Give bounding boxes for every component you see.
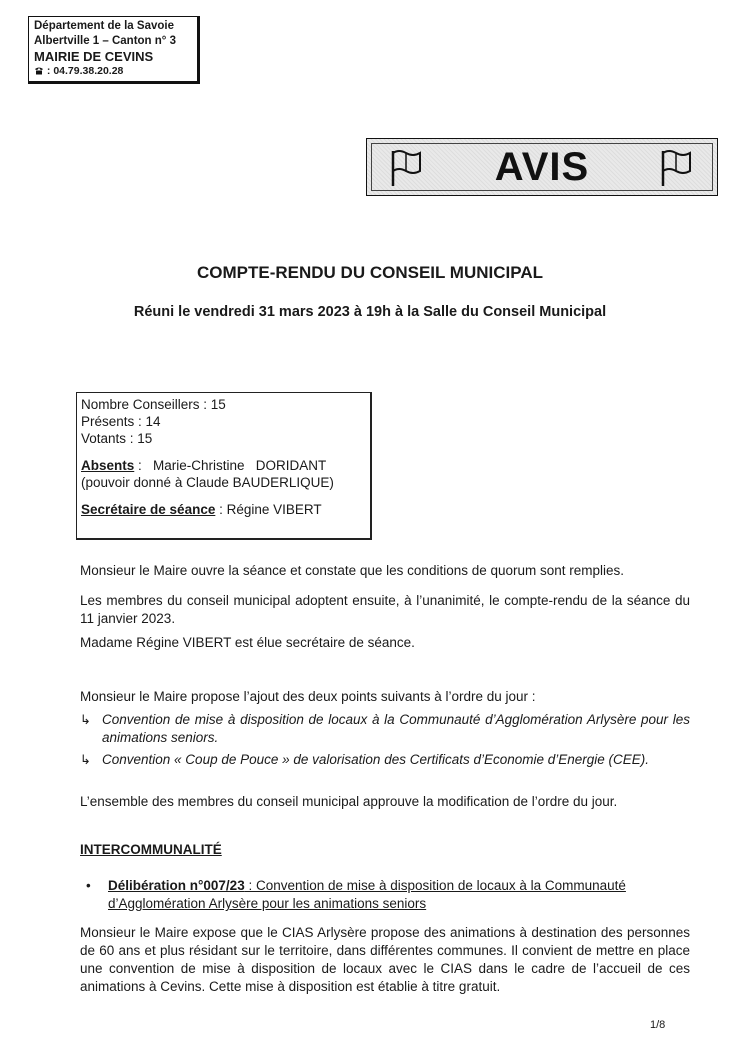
votants-count: Votants : 15 [81, 431, 153, 446]
avis-banner [366, 138, 718, 196]
attendance-box [76, 392, 372, 540]
agenda-item [80, 751, 690, 787]
absents-line [81, 457, 366, 474]
paragraph-secretaire: Madame Régine VIBERT est élue secrétaire de séance. [80, 635, 415, 650]
flag-icon [659, 149, 695, 187]
secretaire-value: : Régine VIBERT [215, 502, 322, 517]
document-title: COMPTE-RENDU DU CONSEIL MUNICIPAL [197, 263, 543, 282]
telephone-icon [34, 66, 44, 75]
canton-line: Albertville 1 – Canton n° 3 [34, 35, 176, 47]
section-heading: INTERCOMMUNALITÉ [80, 842, 222, 857]
pouvoir-line: (pouvoir donné à Claude BAUDERLIQUE) [81, 475, 334, 490]
conseillers-count: Nombre Conseillers : 15 [81, 397, 226, 412]
secretaire-line [81, 501, 366, 518]
secretaire-label: Secrétaire de séance [81, 502, 216, 517]
mairie-name: MAIRIE DE CEVINS [34, 49, 154, 64]
deliberation-title [108, 877, 690, 913]
page-number: 1/8 [650, 1019, 666, 1031]
agenda-item [80, 711, 690, 747]
deliberation-heading [80, 877, 690, 913]
department-line: Département de la Savoie [34, 20, 174, 32]
deliberation-subject: : Convention de mise à disposition de locaux à la Communauté d’Agglomération Arlysère pour les animations seniors [108, 878, 626, 911]
phone-number: : 04.79.38.20.28 [46, 65, 124, 77]
agenda-item-text: Convention « Coup de Pouce » de valorisation des Certificats d’Economie d’Energie (CEE). [102, 752, 650, 767]
absents-value: : Marie-Christine DORIDANT [134, 458, 327, 473]
paragraph-quorum: Monsieur le Maire ouvre la séance et constate que les conditions de quorum sont remplies. [80, 563, 625, 578]
mairie-header-box [28, 16, 200, 84]
deliberation-body: Monsieur le Maire expose que le CIAS Arlysère propose des animations à destination des personnes de 60 ans et plus résidant sur le territoire, dans différentes communes. Il convient de mettre en place une convention de mise à disposition de locaux avec le CIAS dans le cadre de l’accueil de ces animations à Cevins. Cette mise à disposition est établie à titre gratuit. [80, 925, 690, 994]
agenda-item-text: Convention de mise à disposition de locaux à la Communauté d’Agglomération Arlysère pour les animations seniors. [102, 712, 690, 745]
arrow-icon: ↳ [80, 712, 91, 727]
paragraph-agenda-intro: Monsieur le Maire propose l’ajout des deux points suivants à l’ordre du jour : [80, 689, 536, 704]
avis-title: AVIS [494, 145, 590, 189]
phone-line [34, 64, 192, 79]
arrow-icon: ↳ [80, 752, 91, 767]
bullet-icon: • [86, 878, 91, 893]
absents-label: Absents [81, 458, 135, 473]
paragraph-agenda-approval: L’ensemble des membres du conseil municipal approuve la modification de l’ordre du jour. [80, 794, 618, 809]
presents-count: Présents : 14 [81, 414, 161, 429]
paragraph-adoption: Les membres du conseil municipal adoptent ensuite, à l’unanimité, le compte-rendu de la séance du 11 janvier 2023. [80, 593, 690, 626]
meeting-subtitle: Réuni le vendredi 31 mars 2023 à 19h à la Salle du Conseil Municipal [133, 304, 607, 320]
deliberation-number: Délibération n°007/23 [108, 878, 245, 893]
